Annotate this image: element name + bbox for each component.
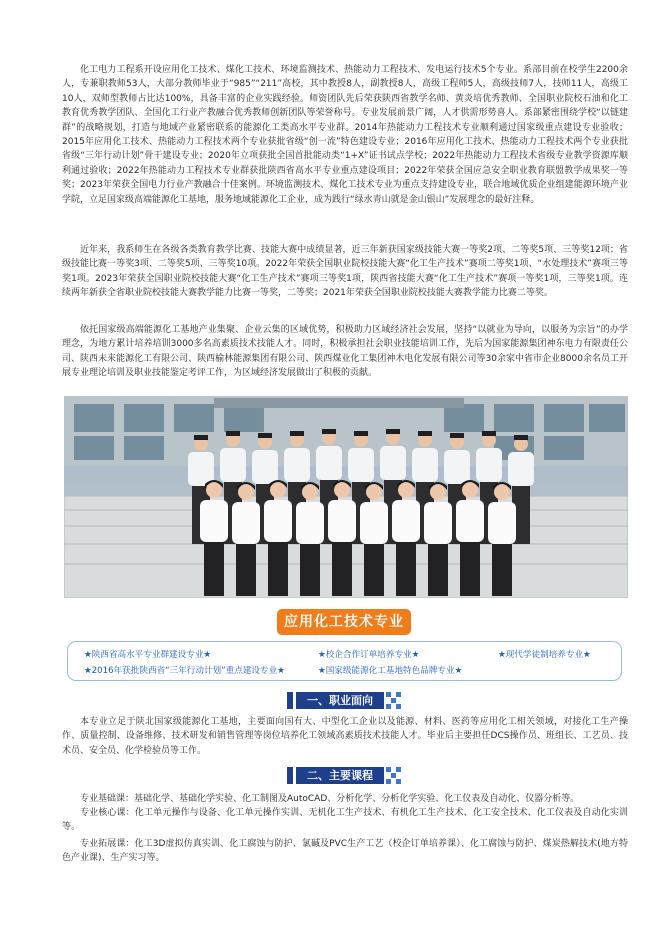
feature-item: ★2016年获批陕西省“三年行动计划”重点建设专业★: [84, 666, 285, 676]
career-paragraph: 本专业立足于陕北国家级能源化工基地，主要面向国有大、中型化工企业以及能源、材料、医药等应用化工相关领域，对接化工生产操作、质量控制、设备维修、技术研发和销售管理等岗位培养化工领域高素质技术技能人才。毕业后主要担任DCS操作员、班组长、工艺员、技术员、安全员、化学检验员等工作。: [62, 717, 628, 756]
feature-item: ★现代学徒制培养专业★: [498, 650, 591, 660]
basic-courses: 专业基础课：基础化学、基础化学实验、化工制图及AutoCAD、分析化学、分析化学实验、化工仪表及自动化、仪器分析等。: [80, 794, 580, 804]
checker-decoration: [386, 692, 404, 709]
section-title: 二、主要课程: [296, 767, 384, 784]
core-courses: 专业核心课：化工单元操作与设备、化工单元操作实训、无机化工生产技术、有机化工生产技术、化工安全技术、化工仪表及自动化实训等。: [62, 808, 628, 833]
section-title: 一、职业面向: [296, 692, 384, 709]
intro-paragraph-3: 依托国家级高端能源化工基地产业集聚、企业云集的区域优势，积极助力区域经济社会发展，坚持“以就业为导向，以服务为宗旨”的办学理念，为地方累计培养培训3000多名高素质技术技能人才。同时，积极承担社会职业技能培训工作，先后为国家能源集团神东电力有限责任公司、陕西未来能源化工有限公司、陕西榆林能源集团有限公司、陕西煤业化工集团神木电化发展有限公司等30余家中省市企业8000余名员工开展专业理论培训及职业技能鉴定考评工作，为区域经济发展做出了积极的贡献。: [62, 325, 628, 379]
major-title: 应用化工技术专业: [277, 609, 411, 635]
major-features-box: [67, 641, 622, 681]
intro-paragraph-2: 近年来，我系师生在各级各类教育教学比赛、技能大赛中成绩显著，近三年新获国家级技能大赛一等奖2项、二等奖5项、三等奖12项；省级技能比赛一等奖3项、二等奖5项、三等奖10项。2022年荣获全国职业院校技能大赛“化工生产技术”赛项二等奖1项、“水处理技术”赛项三等奖1项。2023年荣获全国职业院校技能大赛“化工生产技术”赛项三等奖1项，陕西省技能大赛“化工生产技术”赛项一等奖1项，三等奖1项。连续两年新获全省职业院校技能大赛教学能力比赛一等奖，二等奖；2021年荣获全国职业院校技能大赛教学能力比赛二等奖。: [62, 245, 628, 299]
group-photo-illustration: [64, 396, 628, 598]
checker-decoration: [386, 767, 404, 784]
feature-item: ★校企合作订单培养专业★: [318, 650, 420, 660]
feature-item: ★国家级能源化工基地特色品牌专业★: [318, 666, 463, 676]
intro-paragraph-1: 化工电力工程系开设应用化工技术、煤化工技术、环境监测技术、热能动力工程技术、发电运行技术5个专业。系部目前在校学生2200余人，专兼职教师53人，大部分教师毕业于“985”“211”高校，其中教授8人，副教授8人，高级工程师5人，高级技师7人，技师11人，高级工10人，双师型教师占比达100%，具备丰富的企业实践经验。师资团队先后荣获陕西省教学名师、黄炎培优秀教师、全国职业院校石油和化工教育优秀教学团队、全国化工行业产教融合优秀教师创新团队等荣誉称号。专业发展前景广阔，人才供需形势喜人。系部紧密围绕学校“以链建群”的战略规划，打造与地域产业紧密联系的能源化工类高水平专业群。2014年热能动力工程技术专业顺利通过国家级重点建设专业验收；2015年应用化工技术、热能动力工程技术两个专业获批省级“创一流”特色建设专业；2016年应用化工技术、热能动力工程技术两个专业获批省级“三年行动计划”骨干建设专业；2020年立项获批全国首批能动类“1+X”证书试点学校；2022年热能动力工程技术省级专业教学资源库顺利通过验收；2022年热能动力工程技术专业群获批陕西省高水平专业重点建设项目；2022年荣获全国应急安全职业教育联盟教学成果奖一等奖；2023年荣获全国电力行业产教融合十佳案例。环境监测技术、煤化工技术专业为重点支持建设专业，联合地域优质企业组建能源环境产业学院，立足国家级高端能源化工基地，服务地域能源化工企业，成为践行“绿水青山就是金山银山”发展理念的最好注释。: [62, 65, 628, 205]
faculty-group-photo: [64, 396, 628, 598]
extension-courses: 专业拓展课：化工3D虚拟仿真实训、化工腐蚀与防护、氯碱及PVC生产工艺（校企订单培养课）、化工腐蚀与防护、煤炭热解技术(地方特色产业课)、生产实习等。: [62, 839, 628, 864]
feature-item: ★陕西省高水平专业群建设专业★: [84, 650, 212, 660]
